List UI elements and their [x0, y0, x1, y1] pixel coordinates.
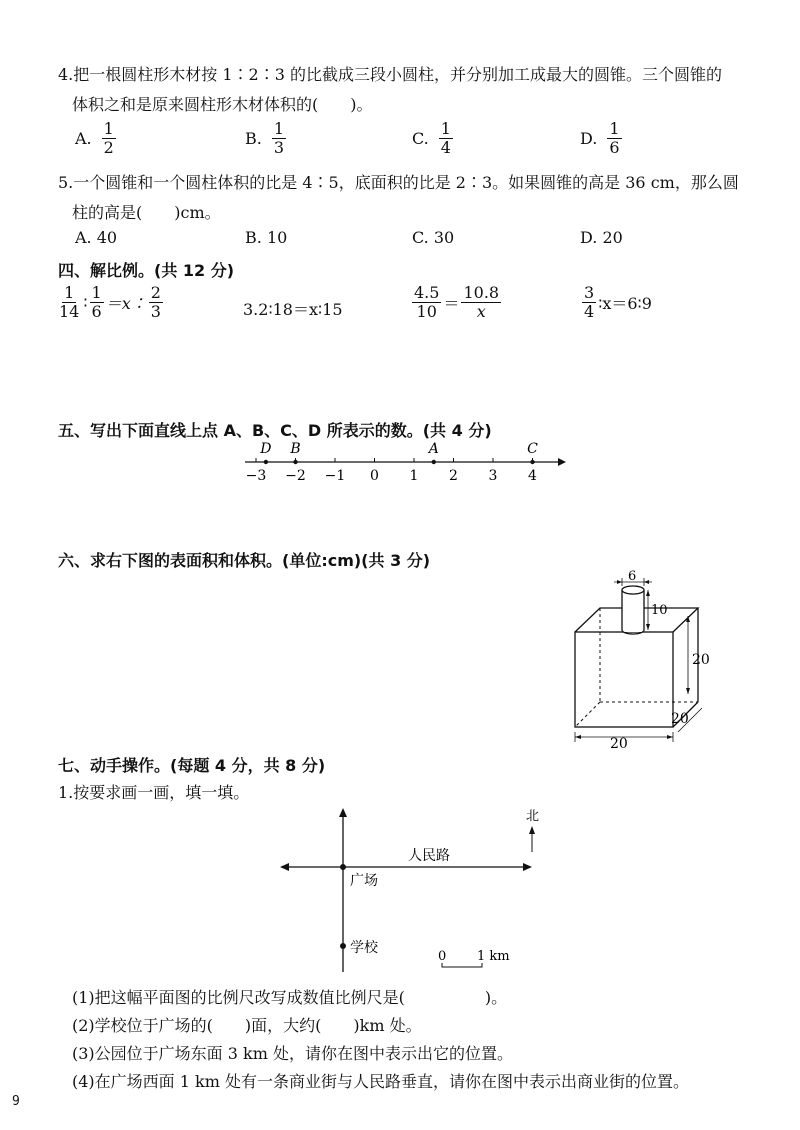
section5-title: 五、写出下面直线上点 A、B、C、D 所表示的数。(共 4 分) [58, 421, 492, 440]
q7-item-4: (4)在广场西面 1 km 处有一条商业街与人民路垂直，请你在图中表示出商业街的位置。 [72, 1072, 689, 1091]
label-square: 广场 [350, 873, 378, 889]
proportion-3: $\frac{4.5}{10}$ ＝ $\frac{10.8}{x}$ [414, 283, 500, 322]
dim-cube-width: 20 [610, 736, 628, 750]
dim-cyl-height: 10 [651, 603, 668, 618]
dim-cube-depth: 20 [671, 711, 689, 727]
q7-1-instruction: 1.按要求画一画，填一填。 [58, 783, 250, 802]
proportion-4: $\frac{3}{4}$ ∶x＝6∶9 [584, 283, 652, 322]
section6-title: 六、求右下图的表面积和体积。(单位:cm)(共 3 分) [58, 551, 431, 570]
scale-zero: 0 [438, 949, 447, 964]
proportion-2: 3.2∶18＝x∶15 [243, 300, 343, 319]
tick-label: 2 [449, 468, 458, 484]
fraction: $\frac{1}{6}$ [609, 119, 620, 158]
tick-label: 1 [409, 468, 419, 484]
q5-option-d[interactable]: D. 20 [580, 228, 623, 247]
q4-line1: 4.把一根圆柱形木材按 1∶2∶3 的比截成三段小圆柱，并分别加工成最大的圆锥。三个圆锥的 [58, 65, 722, 84]
q5-option-c[interactable]: C. 30 [412, 228, 455, 247]
q4-option-a[interactable]: A. $\frac{1}{2}$ [75, 119, 114, 158]
proportion-1: $\frac{1}{14}$ ∶ $\frac{1}{6}$ ＝x∶ $\frac{2}{3}$ [59, 283, 161, 322]
q7-item-1: (1)把这幅平面图的比例尺改写成数值比例尺是( )。 [72, 988, 508, 1007]
number-line [240, 438, 570, 488]
arrow-left-icon [280, 863, 289, 871]
point-a [432, 460, 436, 464]
tick-label: 4 [528, 468, 537, 484]
scale-km: 1 km [477, 949, 510, 964]
section7-title: 七、动手操作。(每题 4 分，共 8 分) [58, 756, 326, 775]
page-number: 9 [12, 1094, 20, 1109]
q4-option-d[interactable]: D. $\frac{1}{6}$ [580, 119, 620, 158]
tick-label: −2 [285, 468, 306, 484]
q5-line1: 5.一个圆锥和一个圆柱体积的比是 4∶5，底面积的比是 2∶3。如果圆锥的高是 36 cm，那么圆 [58, 173, 739, 192]
school-point [340, 943, 346, 949]
q5-line2: 柱的高是( )cm。 [72, 203, 221, 222]
tick-label: 3 [488, 468, 498, 484]
section4-title: 四、解比例。(共 12 分) [58, 261, 235, 280]
tick-label: −1 [324, 468, 346, 484]
point-b [293, 460, 297, 464]
q4-line2: 体积之和是原来圆柱形木材体积的( )。 [72, 95, 373, 114]
tick-label: −3 [245, 468, 267, 484]
north-arrow-icon [529, 826, 535, 834]
square-point [340, 864, 346, 870]
q7-item-3: (3)公园位于广场东面 3 km 处，请你在图中表示出它的位置。 [72, 1044, 513, 1063]
q7-item-2: (2)学校位于广场的( )面，大约( )km 处。 [72, 1016, 422, 1035]
point-label-a: A [428, 441, 439, 457]
arrow-right-icon [523, 863, 532, 871]
point-label-c: C [527, 441, 538, 457]
arrow-right-icon [558, 458, 566, 466]
q5-option-a[interactable]: A. 40 [75, 228, 118, 247]
label-road: 人民路 [408, 848, 450, 864]
point-label-b: B [290, 441, 301, 457]
north-label: 北 [526, 809, 540, 824]
dim-cube-height: 20 [692, 652, 710, 668]
map-figure [270, 800, 570, 975]
fraction: $\frac{1}{3}$ [273, 119, 285, 158]
dim-cyl-diameter: 6 [628, 570, 637, 584]
fraction: $\frac{1}{4}$ [440, 119, 451, 158]
arrow-up-icon [339, 808, 347, 817]
cube-cylinder-figure [560, 570, 720, 750]
q5-option-b[interactable]: B. 10 [245, 228, 288, 247]
q4-option-c[interactable]: C. $\frac{1}{4}$ [412, 119, 451, 158]
label-school: 学校 [350, 940, 378, 956]
point-c [530, 460, 534, 464]
fraction: $\frac{1}{2}$ [103, 119, 114, 158]
point-label-d: D [260, 441, 272, 457]
point-d [264, 460, 268, 464]
q4-option-b[interactable]: B. $\frac{1}{3}$ [245, 119, 285, 158]
tick-label: 0 [370, 468, 379, 484]
